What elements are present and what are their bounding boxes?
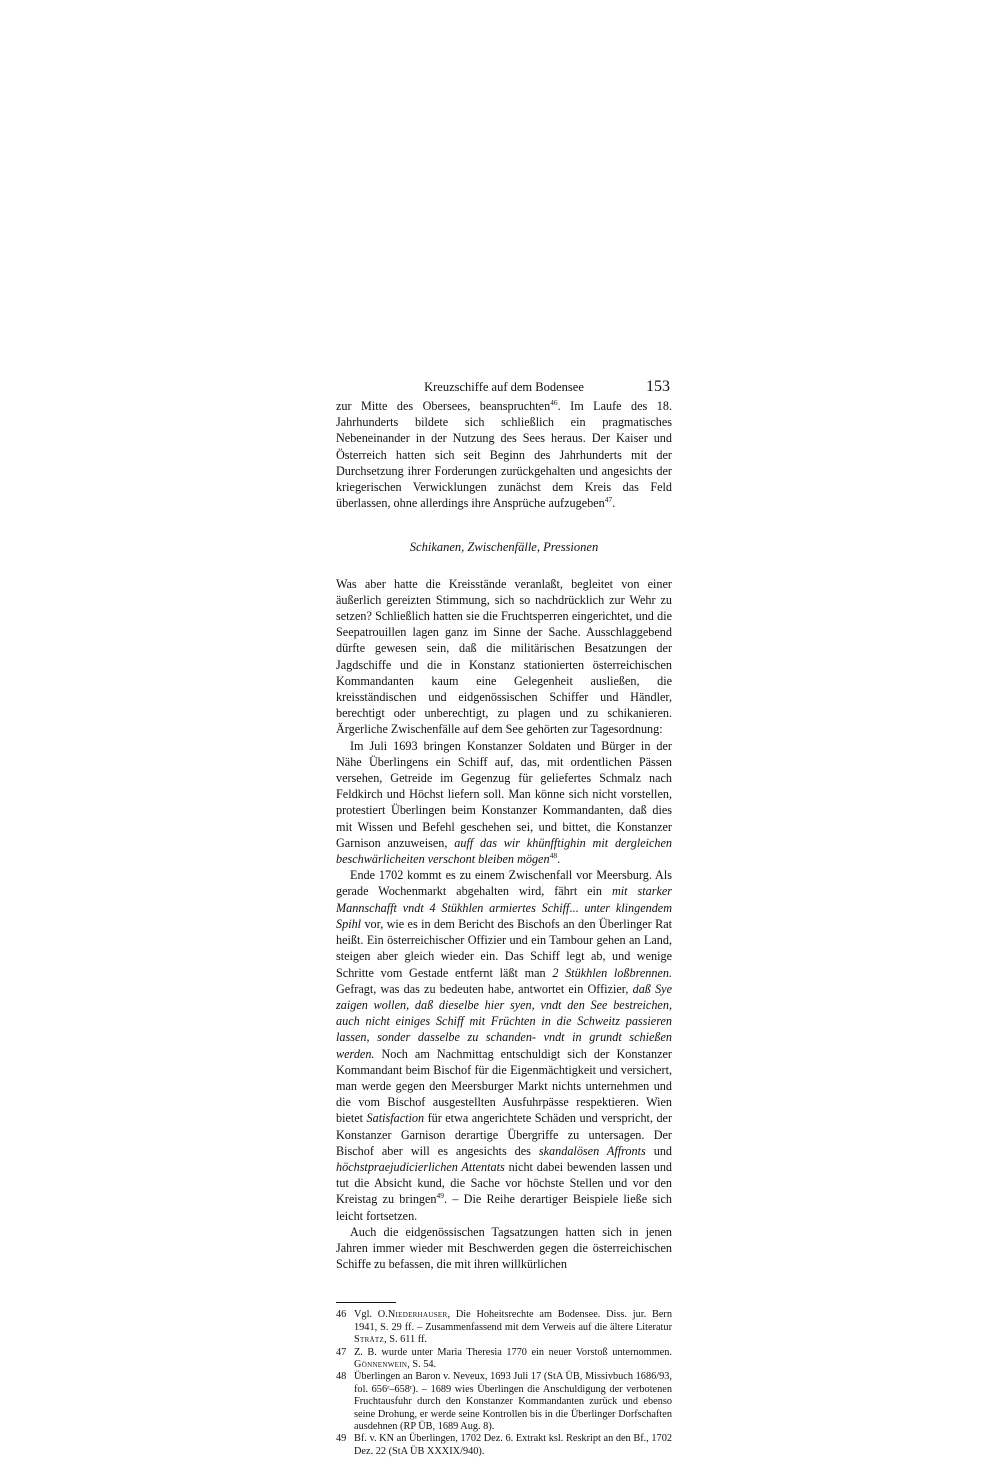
text-run: Gefragt, was das zu bedeuten habe, antwortet ein Offizier,: [336, 981, 629, 996]
text-run: . Im Laufe des 18. Jahrhunderts bildete sich schließlich ein pragmatisches Nebeneinander in der Nutzung des Sees heraus. Der Kaiser und Österreich hatten sich seit Beginn des Jahrhunderts mit der Durchsetzung ihrer Forderungen zurückgehalten und angesichts der kriegerischen Verwicklungen zunächst dem Kreis das Feld überlassen, ohne allerdings ihre Ansprüche aufzugeben: [336, 399, 672, 511]
footnote-text: Bf. v. KN an Überlingen, 1702 Dez. 6. Extrakt ksl. Reskript an den Bf., 1702 Dez. 22 (StA ÜB XXXIX/940).: [354, 1433, 672, 1457]
footnote-49: [336, 1433, 672, 1458]
quote-italic: 2 Stükhlen loßbrennen.: [552, 965, 673, 980]
paragraph-1: [336, 398, 672, 511]
text-run: Vgl. O.: [354, 1309, 388, 1321]
author-name: Strätz: [354, 1334, 385, 1346]
text-run: und: [653, 1143, 673, 1158]
text-run: vor, wie es in dem Bericht des Bischofs an den Überlinger Rat heißt. Ein österreichischer Offizier und ein Tambour gehen an Land, steigen aber gleich wieder ein. Das Schiff legt ab, und wenige Schritte vom Gestade entfernt läßt man: [336, 916, 673, 980]
footnote-47: [336, 1347, 672, 1372]
footnote-text: [354, 1309, 672, 1346]
quote-italic: Satisfaction: [366, 1111, 425, 1126]
text-run: , Die Hoheitsrechte am Bodensee. Diss. jur. Bern 1941, S. 29 ff. – Zusammenfassend mit dem Verweis auf die ältere Literatur: [354, 1309, 673, 1333]
footnote-48: [336, 1371, 672, 1433]
quote-italic: auff das wir khünfftighin mit dergleichen beschwärlicheiten verschont bleiben mögen: [336, 835, 673, 867]
text-run: ...: [569, 900, 579, 915]
quote-italic: mit starker Mannschafft vndt 4 Stükhlen armiertes Schiff: [336, 884, 673, 915]
quote-italic: skandalösen Affronts: [538, 1143, 646, 1158]
section-title: Schikanen, Zwischenfälle, Pressionen: [409, 540, 599, 555]
paragraph-2: Was aber hatte die Kreisstände veranlaßt, begleitet von einer äußerlich gereizten Stimmung, sich so nachdrücklich zur Wehr zu setzen? Schließlich hatten sie die Fruchtsperren eingerichtet, und die Seepatrouillen lagen ganz im Sinne der Sache. Ausschlaggebend dürfte gewesen sein, daß die militärischen Besatzungen der Jagdschiffe und die in Konstanz stationierten österreichischen Kommandanten kaum eine Gelegenheit ausließen, die kreisständischen und eidgenössischen Schiffer und Händler, berechtigt oder unberechtigt, zu plagen und zu schikanieren. Ärgerliche Zwischenfälle auf dem See gehörten zur Tagesordnung:: [336, 576, 672, 737]
text-run: .: [612, 496, 616, 511]
text-run: .: [557, 852, 561, 867]
paragraph-3: [336, 738, 672, 868]
footnote-ref-49: 49: [436, 1191, 445, 1201]
text-run: , S. 54.: [407, 1358, 437, 1370]
paragraph-5: Auch die eidgenössischen Tagsatzungen hatten sich in jenen Jahren immer wieder mit Beschwerden gegen die österreichischen Schiffe zu befassen, die mit ihren willkürlichen: [336, 1224, 672, 1272]
footnote-number: 48: [336, 1371, 347, 1383]
footnote-ref-47: 47: [604, 495, 613, 505]
footnote-number: 47: [336, 1346, 347, 1358]
author-name: Gönnenwein: [354, 1358, 408, 1370]
body-text: [336, 398, 672, 1272]
quote-italic: höchstpraejudicierlichen Attentats: [336, 1159, 505, 1174]
text-run: . – Die Reihe derartiger Beispiele ließe sich leicht fortsetzen.: [336, 1192, 672, 1223]
footnote-ref-48: 48: [549, 851, 558, 861]
text-run: für etwa angerichtete Schäden und verspricht, der Konstanzer Garnison derartige Übergriffe zu untersagen. Der Bischof aber will es angesichts des: [336, 1111, 673, 1158]
page-number: 153: [646, 378, 670, 395]
text-run: Noch am Nachmittag entschuldigt sich der Konstanzer Kommandant beim Bischof für die Eigenmächtigkeit und versichert, man werde gegen den Meersburger Markt nichts unternehmen und die vom Bischof ausgestellten Ausfuhrpässe respektieren. Wien bietet: [336, 1046, 672, 1126]
footnote-separator: [336, 1302, 396, 1303]
footnote-number: 49: [336, 1433, 347, 1445]
text-run: Z. B. wurde unter Maria Theresia 1770 ein neuer Vorstoß unternommen.: [354, 1346, 672, 1358]
quote-italic: daß Sye zaigen wollen, daß dieselbe hier syen, vndt den See bestreichen, auch nicht einiges Schiff mit Früchten in die Schweitz passieren lassen, sonder dasselbe zu schanden- vndt in grundt schießen werden.: [336, 981, 672, 1061]
text-run: zur Mitte des Obersees, beanspruchten: [336, 399, 551, 413]
footnote-46: [336, 1309, 672, 1346]
footnote-text: Überlingen an Baron v. Neveux, 1693 Juli 17 (StA ÜB, Missivbuch 1686/93, fol. 656ʳ–658ʳ). – 1689 wies Überlingen die Anschuldigung der verbotenen Fruchtausfuhr durch den Konstanzer Kommandanten zurück und ebenso seine Drohung, er werde seine Kontrollen bis in die Überlinger Dorfschaften ausdehnen (RP ÜB, 1689 Aug. 8).: [354, 1371, 672, 1433]
footnote-number: 46: [336, 1309, 347, 1321]
text-run: nicht dabei bewenden lassen und tut die Absicht kund, die Sache vor höchste Stellen und vor den Kreistag zu bringen: [336, 1159, 673, 1207]
quote-italic: unter klingendem Spihl: [336, 900, 673, 931]
text-run: , S. 611 ff.: [384, 1334, 428, 1346]
book-page: [336, 376, 672, 1458]
text-run: Ende 1702 kommt es zu einem Zwischenfall vor Meersburg. Als gerade Wochenmarkt abgehalten wird, fährt ein: [336, 868, 672, 899]
footnote-ref-46: 46: [550, 397, 558, 407]
footnote-text: [354, 1347, 672, 1372]
text-run: Im Juli 1693 bringen Konstanzer Soldaten und Bürger in der Nähe Überlingens ein Schiff auf, das, mit ordentlichen Pässen versehen, Getreide im Gegenzug für geliefertes Schmalz nach Feldkirch und Höchst liefern soll. Man könne sich nicht vorstellen, protestiert Überlingen beim Konstanzer Kommandanten, daß dies mit Wissen und Befehl geschehen sei, und bittet, die Konstanzer Garnison anzuweisen,: [336, 738, 672, 850]
footnotes: [336, 1309, 672, 1458]
author-name: Niederhauser: [387, 1309, 448, 1321]
paragraph-4: [336, 867, 672, 1223]
page-header: [336, 376, 672, 398]
running-title: Kreuzschiffe auf dem Bodensee: [424, 380, 584, 394]
